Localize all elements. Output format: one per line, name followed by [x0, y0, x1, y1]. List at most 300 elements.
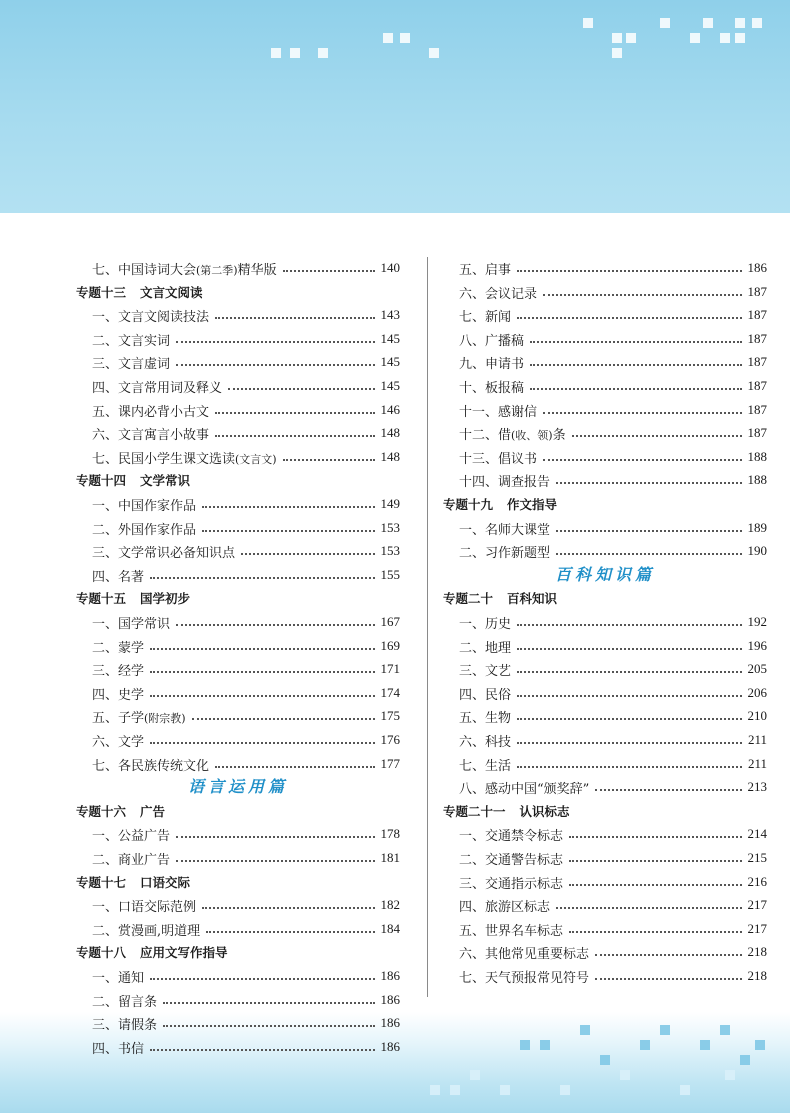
toc-entry[interactable]	[76, 446, 400, 468]
dot-leader	[517, 269, 741, 272]
toc-entry[interactable]	[76, 493, 400, 515]
toc-entry[interactable]	[76, 351, 400, 373]
toc-entry[interactable]	[443, 871, 767, 893]
entry-title	[443, 259, 511, 278]
dot-leader	[202, 906, 374, 909]
entry-title-text: 五、世界名车标志	[459, 923, 564, 939]
dot-leader	[150, 977, 374, 980]
entry-title-text: 十、板报稿	[459, 380, 525, 396]
decorative-square	[400, 33, 410, 43]
page-number: 182	[380, 897, 400, 912]
dot-leader	[572, 434, 742, 437]
topic-number: 专题十八	[76, 945, 127, 960]
topic-heading	[76, 587, 400, 609]
dot-leader	[176, 623, 374, 626]
topic-number: 专题二十	[443, 591, 494, 606]
entry-title-text: 一、文言文阅读技法	[92, 309, 210, 325]
decorative-square	[470, 1070, 480, 1080]
entry-title-text: 二、交通警告标志	[459, 852, 564, 868]
entry-title-text: 六、会议记录	[459, 286, 538, 302]
entry-title-text: 七、生活	[459, 758, 512, 774]
dot-leader	[150, 576, 374, 579]
toc-entry[interactable]	[443, 469, 767, 491]
entry-title-note: (收、领)	[511, 428, 553, 442]
toc-entry[interactable]	[443, 399, 767, 421]
dot-leader	[215, 411, 374, 414]
dot-leader	[283, 458, 375, 461]
decorative-square	[755, 1040, 765, 1050]
entry-title	[76, 401, 209, 420]
entry-title	[443, 330, 524, 349]
decorative-square	[640, 1040, 650, 1050]
page-number: 186	[380, 992, 400, 1007]
entry-title-text: 九、申请书	[459, 356, 525, 372]
toc-entry[interactable]	[76, 682, 400, 704]
decorative-square	[720, 33, 730, 43]
entry-title-text: 三、经学	[92, 663, 145, 679]
toc-entry[interactable]	[76, 753, 400, 775]
entry-title-text: 十四、调查报告	[459, 474, 551, 490]
topic-name: 认识标志	[519, 804, 570, 819]
entry-title-text: 六、科技	[459, 734, 512, 750]
dot-leader	[543, 411, 741, 414]
entry-title	[443, 306, 511, 325]
page-number: 145	[380, 331, 400, 346]
page-number: 187	[747, 307, 767, 322]
entry-title-text: 四、书信	[92, 1041, 145, 1057]
entry-title-text: 十二、借	[459, 427, 512, 443]
entry-title-text: 二、习作新题型	[459, 545, 551, 561]
entry-title	[76, 1014, 157, 1033]
toc-entry[interactable]	[443, 281, 767, 303]
entry-title-text: 四、旅游区标志	[459, 899, 551, 915]
page-number: 217	[747, 897, 767, 912]
entry-title-text: 一、口语交际范例	[92, 899, 197, 915]
dot-leader	[192, 717, 375, 720]
toc-entry[interactable]	[76, 965, 400, 987]
dot-leader	[150, 741, 374, 744]
toc-entry[interactable]	[76, 257, 400, 279]
entry-title	[76, 1038, 144, 1057]
toc-entry[interactable]	[443, 257, 767, 279]
decorative-square	[429, 48, 439, 58]
decorative-square	[290, 48, 300, 58]
entry-title-text: 四、名著	[92, 569, 145, 585]
entry-title	[443, 849, 563, 868]
decorative-square	[520, 1040, 530, 1050]
page-number: 187	[747, 284, 767, 299]
table-of-contents	[76, 257, 776, 1057]
entry-title	[443, 920, 563, 939]
dot-leader	[176, 340, 374, 343]
entry-title	[76, 660, 144, 679]
entry-title-text: 八、广播稿	[459, 333, 525, 349]
page-number: 155	[380, 567, 400, 582]
toc-entry[interactable]	[443, 446, 767, 468]
topic-heading	[76, 800, 400, 822]
dot-leader	[569, 883, 741, 886]
page-number: 211	[747, 732, 767, 747]
entry-title-text: 七、天气预报常见符号	[459, 970, 590, 986]
entry-title	[76, 542, 235, 561]
entry-title-text: 三、请假条	[92, 1017, 158, 1033]
dot-leader	[595, 977, 741, 980]
entry-title-text: 四、民俗	[459, 687, 512, 703]
entry-title	[443, 707, 511, 726]
decorative-square	[612, 33, 622, 43]
entry-title-text: 一、国学常识	[92, 616, 171, 632]
entry-title-text: 六、文学	[92, 734, 145, 750]
dot-leader	[530, 363, 741, 366]
dot-leader	[530, 387, 741, 390]
dot-leader	[176, 835, 374, 838]
topic-name: 文言文阅读	[140, 285, 203, 300]
entry-title-text: 五、启事	[459, 262, 512, 278]
page-number: 146	[380, 402, 400, 417]
page-number: 181	[380, 850, 400, 865]
entry-title-suffix: 条	[552, 427, 566, 443]
dot-leader	[569, 930, 741, 933]
topic-heading	[443, 587, 767, 609]
toc-entry[interactable]	[76, 422, 400, 444]
page-number: 145	[380, 378, 400, 393]
entry-title	[443, 283, 537, 302]
entry-title-text: 一、历史	[459, 616, 512, 632]
decorative-square	[703, 18, 713, 28]
toc-entry[interactable]	[76, 635, 400, 657]
entry-title-text: 七、民国小学生课文选读	[92, 451, 236, 467]
toc-entry[interactable]	[76, 705, 400, 727]
entry-title	[443, 873, 563, 892]
page-number: 187	[747, 331, 767, 346]
entry-title	[76, 825, 170, 844]
entry-title-text: 三、文学常识必备知识点	[92, 545, 236, 561]
entry-title-text: 一、通知	[92, 970, 145, 986]
toc-entry[interactable]	[76, 540, 400, 562]
entry-title-text: 二、留言条	[92, 994, 158, 1010]
toc-entry[interactable]	[443, 729, 767, 751]
header-decorative-band	[0, 0, 790, 213]
page-number: 177	[380, 756, 400, 771]
decorative-square	[560, 1085, 570, 1095]
dot-leader	[202, 505, 374, 508]
entry-title-text: 七、各民族传统文化	[92, 758, 210, 774]
entry-title	[443, 660, 511, 679]
entry-title	[76, 448, 277, 467]
page-number: 187	[747, 378, 767, 393]
page-number: 196	[747, 638, 767, 653]
entry-title	[76, 495, 196, 514]
dot-leader	[517, 316, 741, 319]
toc-entry[interactable]	[443, 517, 767, 539]
toc-entry[interactable]	[443, 941, 767, 963]
entry-title-note: (附宗教)	[144, 711, 186, 725]
entry-title	[76, 613, 170, 632]
page-number: 206	[747, 685, 767, 700]
toc-entry[interactable]	[76, 517, 400, 539]
topic-name: 文学常识	[140, 473, 191, 488]
entry-title	[443, 448, 537, 467]
dot-leader	[176, 859, 374, 862]
toc-entry[interactable]	[76, 1012, 400, 1034]
entry-title-text: 八、感动中国“颁奖辞”	[459, 781, 590, 797]
entry-title-text: 三、文言虚词	[92, 356, 171, 372]
entry-title	[76, 259, 277, 278]
page-number: 190	[747, 543, 767, 558]
decorative-square	[612, 48, 622, 58]
toc-entry[interactable]	[443, 776, 767, 798]
entry-title-text: 二、蒙学	[92, 640, 145, 656]
page-number: 174	[380, 685, 400, 700]
topic-number: 专题十六	[76, 804, 127, 819]
page-number: 149	[380, 496, 400, 511]
entry-title	[76, 755, 209, 774]
decorative-square	[690, 33, 700, 43]
page-number: 192	[747, 614, 767, 629]
page-number: 140	[380, 260, 400, 275]
entry-title	[76, 519, 196, 538]
page-number: 188	[747, 449, 767, 464]
entry-title	[76, 920, 200, 939]
toc-entry[interactable]	[76, 894, 400, 916]
toc-entry[interactable]	[443, 351, 767, 373]
toc-entry[interactable]	[76, 847, 400, 869]
toc-entry[interactable]	[76, 611, 400, 633]
entry-title-suffix: 精华版	[237, 262, 277, 278]
dot-leader	[150, 670, 374, 673]
entry-title	[443, 755, 511, 774]
toc-entry[interactable]	[76, 375, 400, 397]
decorative-square	[383, 33, 393, 43]
entry-title	[76, 731, 144, 750]
entry-title	[443, 731, 511, 750]
entry-title	[443, 377, 524, 396]
dot-leader	[517, 741, 742, 744]
decorative-square	[700, 1040, 710, 1050]
page-number: 171	[380, 661, 400, 676]
page-number: 167	[380, 614, 400, 629]
page-number: 186	[380, 968, 400, 983]
entry-title	[443, 896, 550, 915]
toc-entry[interactable]	[443, 753, 767, 775]
topic-heading	[443, 800, 767, 822]
page-number: 186	[747, 260, 767, 275]
entry-title	[443, 778, 589, 797]
topic-name: 应用文写作指导	[140, 945, 228, 960]
section-heading: 语言运用篇	[187, 777, 288, 796]
decorative-square	[626, 33, 636, 43]
decorative-square	[450, 1085, 460, 1095]
dot-leader	[215, 316, 374, 319]
toc-entry[interactable]	[76, 304, 400, 326]
page-number: 186	[380, 1039, 400, 1054]
decorative-square	[271, 48, 281, 58]
entry-title	[76, 424, 209, 443]
entry-title-text: 二、商业广告	[92, 852, 171, 868]
entry-title-text: 五、生物	[459, 710, 512, 726]
page-number: 186	[380, 1015, 400, 1030]
toc-entry[interactable]	[443, 635, 767, 657]
entry-title-text: 一、交通禁令标志	[459, 828, 564, 844]
dot-leader	[543, 293, 741, 296]
entry-title	[76, 896, 196, 915]
toc-entry[interactable]	[76, 823, 400, 845]
dot-leader	[569, 835, 741, 838]
dot-leader	[517, 765, 742, 768]
page-number: 218	[747, 944, 767, 959]
entry-title-text: 七、新闻	[459, 309, 512, 325]
toc-entry[interactable]	[76, 989, 400, 1011]
page-number: 214	[747, 826, 767, 841]
page-number: 178	[380, 826, 400, 841]
decorative-square	[735, 33, 745, 43]
entry-title	[443, 967, 589, 986]
topic-number: 专题十三	[76, 285, 127, 300]
dot-leader	[283, 269, 375, 272]
entry-title-text: 二、文言实词	[92, 333, 171, 349]
entry-title	[76, 991, 157, 1010]
decorative-square	[740, 1055, 750, 1065]
dot-leader	[215, 765, 374, 768]
topic-name: 百科知识	[507, 591, 558, 606]
dot-leader	[150, 694, 374, 697]
entry-title	[76, 330, 170, 349]
topic-number: 专题十五	[76, 591, 127, 606]
toc-entry[interactable]	[443, 611, 767, 633]
toc-entry[interactable]	[76, 729, 400, 751]
toc-entry[interactable]	[76, 918, 400, 940]
page-number: 176	[380, 732, 400, 747]
page-number: 187	[747, 354, 767, 369]
page-number: 143	[380, 307, 400, 322]
dot-leader	[517, 717, 741, 720]
entry-title-text: 十一、感谢信	[459, 404, 538, 420]
topic-number: 专题二十一	[443, 804, 506, 819]
page-number: 218	[747, 968, 767, 983]
dot-leader	[556, 529, 741, 532]
entry-title	[443, 401, 537, 420]
dot-leader	[215, 434, 374, 437]
entry-title-text: 二、外国作家作品	[92, 522, 197, 538]
toc-entry[interactable]	[443, 965, 767, 987]
entry-title	[443, 471, 550, 490]
entry-title-text: 六、其他常见重要标志	[459, 946, 590, 962]
entry-title	[443, 519, 550, 538]
entry-title	[443, 353, 524, 372]
entry-title	[76, 684, 144, 703]
page-number: 189	[747, 520, 767, 535]
entry-title-text: 二、地理	[459, 640, 512, 656]
entry-title-note: (第二季)	[196, 263, 238, 277]
toc-entry[interactable]	[443, 328, 767, 350]
dot-leader	[163, 1024, 374, 1027]
decorative-square	[735, 18, 745, 28]
toc-entry[interactable]	[76, 658, 400, 680]
decorative-square	[620, 1070, 630, 1080]
entry-title-note: (文言文)	[235, 452, 277, 466]
topic-number: 专题十七	[76, 875, 127, 890]
toc-entry[interactable]	[443, 304, 767, 326]
dot-leader	[543, 458, 741, 461]
dot-leader	[517, 694, 741, 697]
dot-leader	[176, 363, 374, 366]
entry-title-text: 三、文艺	[459, 663, 512, 679]
toc-entry[interactable]	[443, 682, 767, 704]
entry-title	[443, 684, 511, 703]
decorative-square	[752, 18, 762, 28]
entry-title-text: 十三、倡议书	[459, 451, 538, 467]
topic-heading	[76, 469, 400, 491]
section-heading: 百科知识篇	[554, 565, 655, 584]
toc-entry[interactable]	[443, 658, 767, 680]
decorative-square	[720, 1025, 730, 1035]
toc-entry[interactable]	[76, 1036, 400, 1058]
topic-number: 专题十四	[76, 473, 127, 488]
dot-leader	[517, 647, 741, 650]
entry-title	[76, 967, 144, 986]
page-number: 211	[747, 756, 767, 771]
entry-title	[76, 566, 144, 585]
entry-title	[76, 849, 170, 868]
entry-title-text: 一、中国作家作品	[92, 498, 197, 514]
toc-entry[interactable]	[443, 918, 767, 940]
page-number: 187	[747, 425, 767, 440]
entry-title-text: 四、史学	[92, 687, 145, 703]
page-number: 145	[380, 354, 400, 369]
page-number: 153	[380, 520, 400, 535]
entry-title-text: 二、赏漫画,明道理	[92, 923, 201, 939]
toc-entry[interactable]	[443, 823, 767, 845]
topic-name: 国学初步	[140, 591, 191, 606]
dot-leader	[206, 930, 374, 933]
decorative-square	[725, 1070, 735, 1080]
page-number: 216	[747, 874, 767, 889]
entry-title	[76, 306, 209, 325]
decorative-square	[583, 18, 593, 28]
decorative-square	[660, 18, 670, 28]
dot-leader	[241, 552, 374, 555]
toc-entry[interactable]	[443, 375, 767, 397]
column-divider	[427, 257, 428, 997]
dot-leader	[595, 953, 741, 956]
entry-title	[443, 613, 511, 632]
page-number: 175	[380, 708, 400, 723]
toc-entry[interactable]	[443, 540, 767, 562]
decorative-square	[500, 1085, 510, 1095]
toc-entry[interactable]	[443, 422, 767, 444]
toc-entry[interactable]	[443, 847, 767, 869]
toc-entry[interactable]	[76, 564, 400, 586]
page-number: 205	[747, 661, 767, 676]
entry-title	[76, 353, 170, 372]
dot-leader	[150, 1048, 374, 1051]
entry-title	[76, 637, 144, 656]
toc-entry[interactable]	[443, 894, 767, 916]
toc-entry[interactable]	[443, 705, 767, 727]
entry-title	[443, 637, 511, 656]
dot-leader	[556, 906, 741, 909]
toc-entry[interactable]	[76, 399, 400, 421]
dot-leader	[595, 788, 741, 791]
page-number: 169	[380, 638, 400, 653]
entry-title-text: 一、公益广告	[92, 828, 171, 844]
entry-title-text: 三、交通指示标志	[459, 876, 564, 892]
entry-title	[443, 424, 566, 443]
toc-entry[interactable]	[76, 328, 400, 350]
topic-name: 作文指导	[507, 497, 558, 512]
page-number: 148	[380, 449, 400, 464]
topic-name: 口语交际	[140, 875, 191, 890]
